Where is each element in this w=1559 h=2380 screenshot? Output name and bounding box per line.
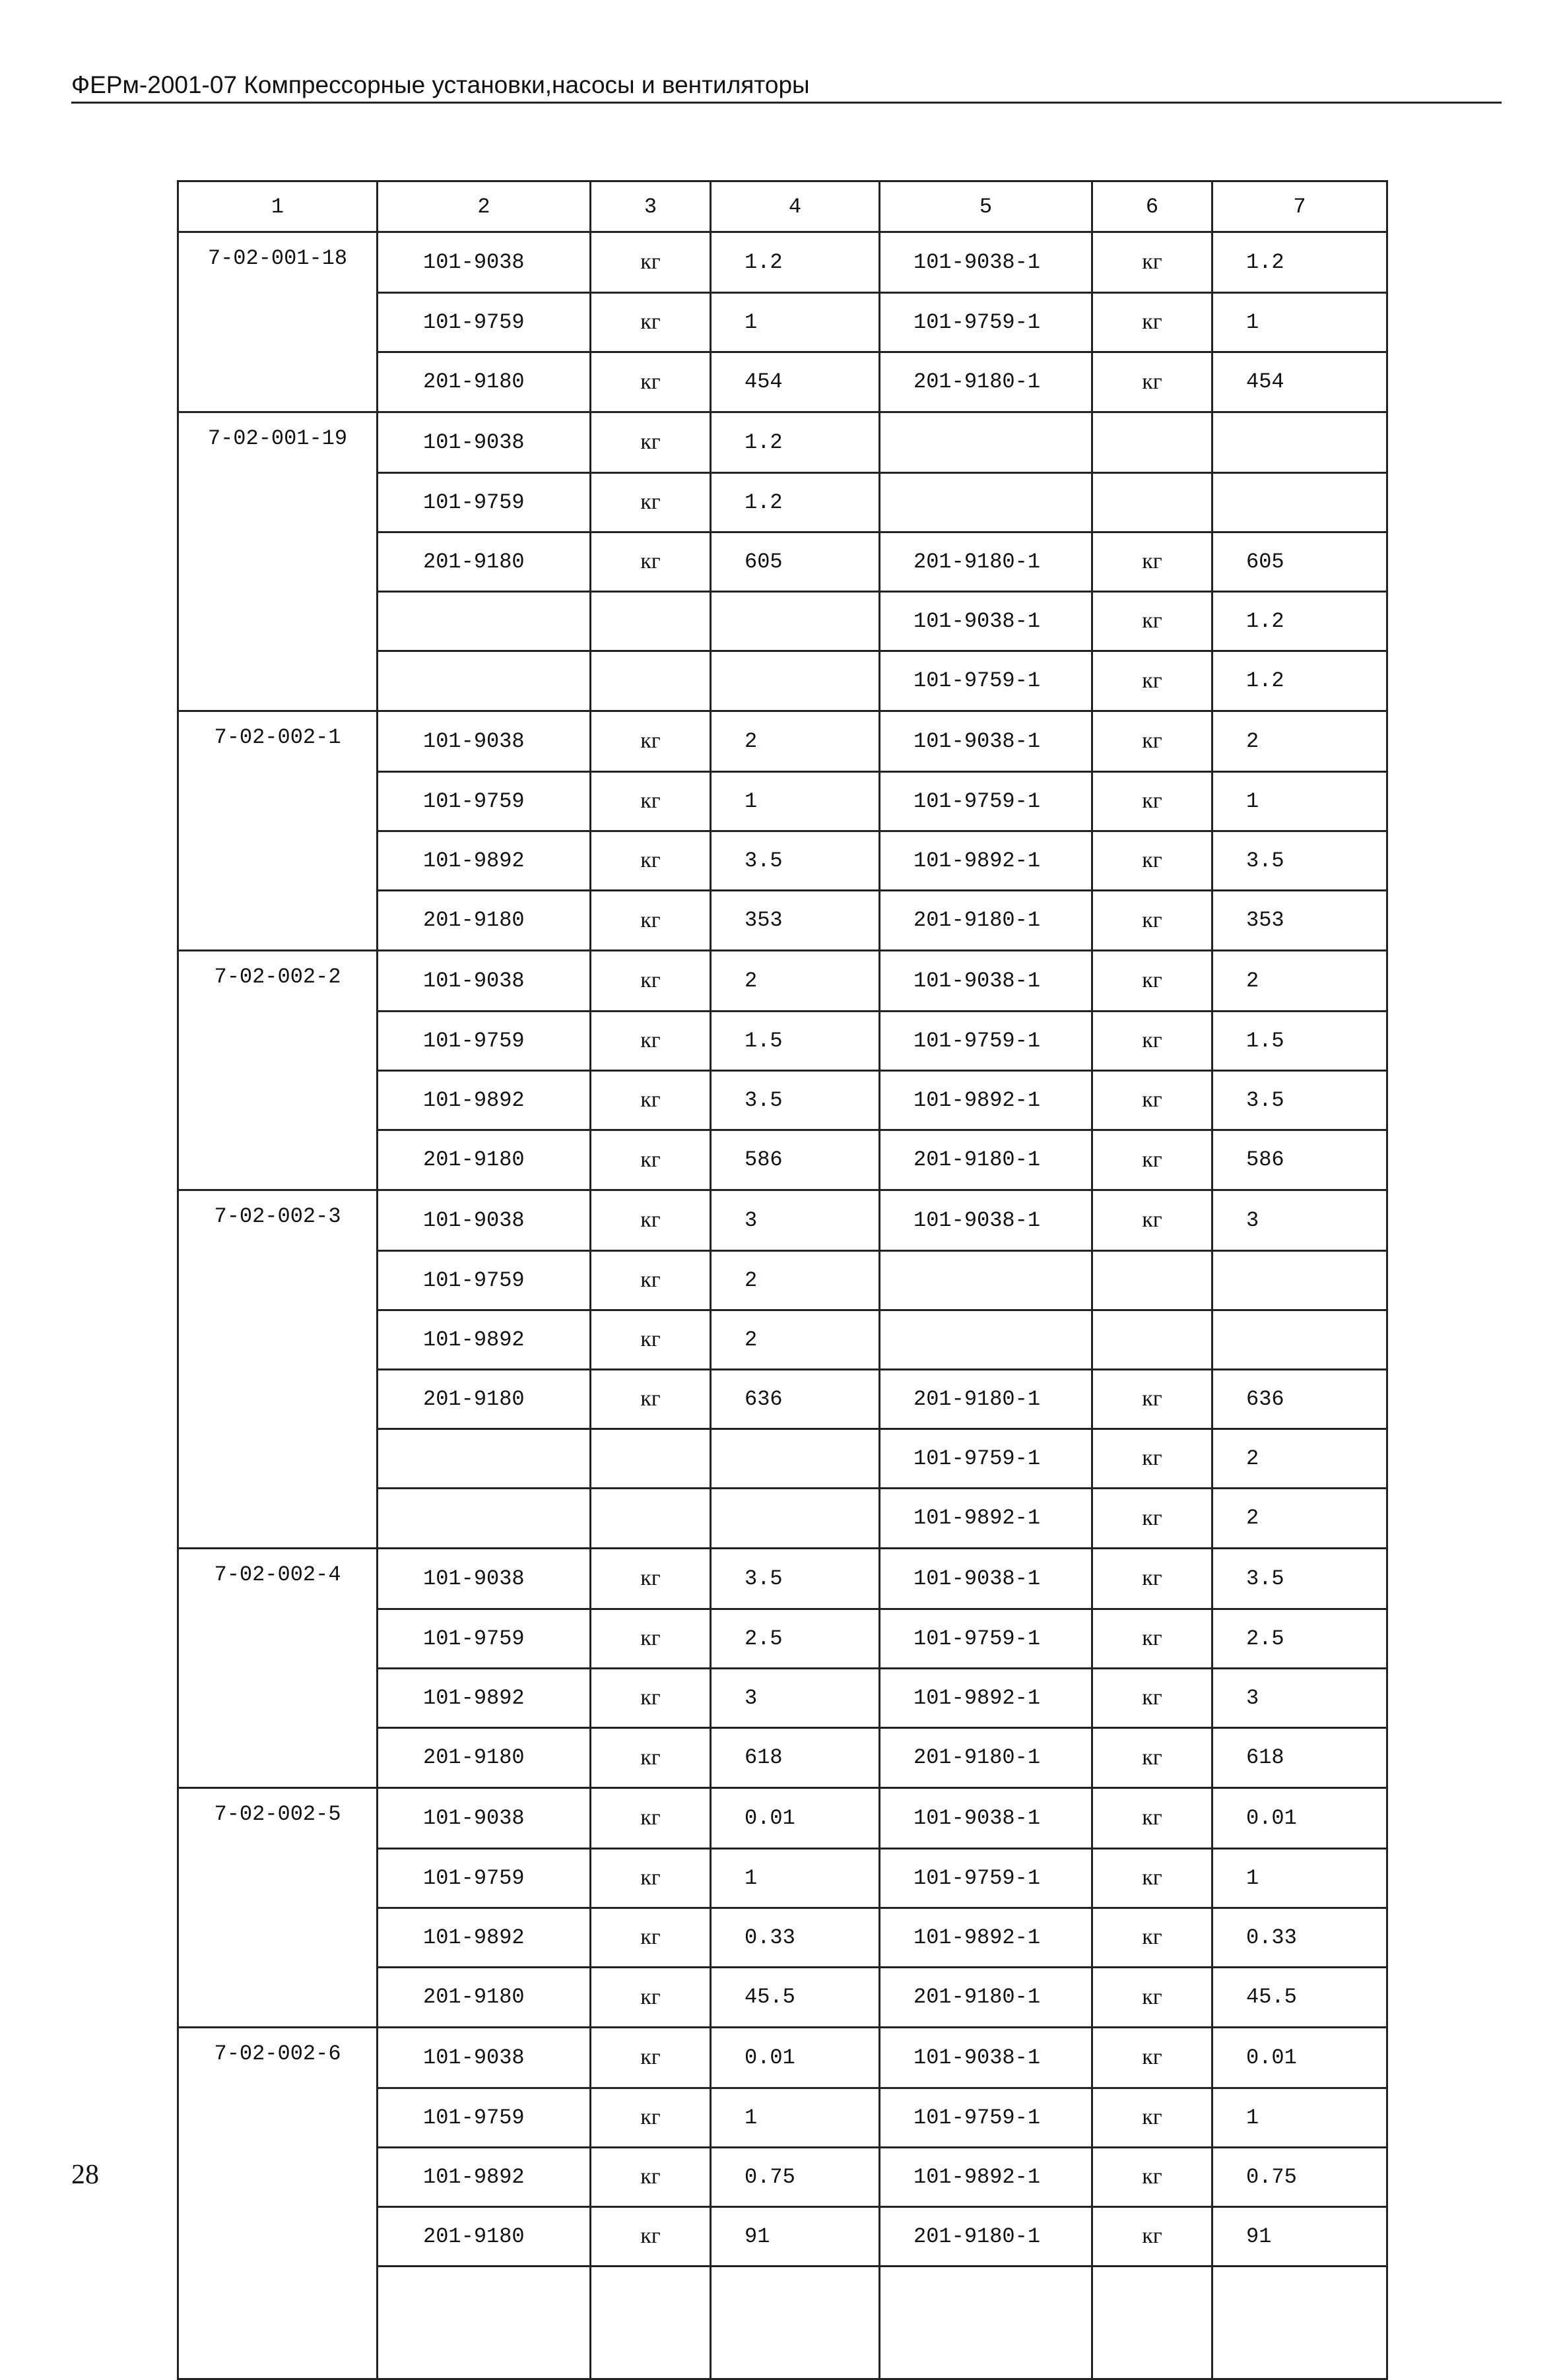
old-resource-code: 201-9180 bbox=[378, 1967, 591, 2028]
new-unit: кг bbox=[1092, 711, 1212, 772]
old-quantity: 1 bbox=[711, 2088, 880, 2147]
new-quantity: 1 bbox=[1212, 2088, 1387, 2147]
new-unit: кг bbox=[1092, 1369, 1212, 1429]
old-unit: кг bbox=[591, 1250, 711, 1310]
new-resource-code: 101-9759-1 bbox=[880, 1429, 1092, 1488]
rate-code-cell-continued bbox=[178, 2206, 378, 2266]
new-quantity: 3.5 bbox=[1212, 1070, 1387, 1130]
rate-code-cell: 7-02-002-2 bbox=[178, 951, 378, 1012]
old-quantity: 2 bbox=[711, 711, 880, 772]
new-unit: кг bbox=[1092, 1668, 1212, 1727]
table-row bbox=[178, 951, 1387, 1012]
new-unit: кг bbox=[1092, 2088, 1212, 2147]
new-resource-code: 101-9759-1 bbox=[880, 292, 1092, 352]
old-unit: кг bbox=[591, 1190, 711, 1251]
rate-code-cell-continued bbox=[178, 1488, 378, 1549]
old-resource-code: 201-9180 bbox=[378, 532, 591, 591]
empty-cell bbox=[591, 2266, 711, 2379]
old-unit: кг bbox=[591, 1070, 711, 1130]
old-quantity: 1 bbox=[711, 292, 880, 352]
old-resource-code: 101-9892 bbox=[378, 1070, 591, 1130]
old-quantity: 1 bbox=[711, 1848, 880, 1908]
rate-code-cell-continued bbox=[178, 1848, 378, 1908]
old-resource-code: 101-9759 bbox=[378, 771, 591, 831]
empty-filler-row bbox=[178, 2266, 1387, 2379]
table-row bbox=[178, 2206, 1387, 2266]
old-quantity: 2 bbox=[711, 1310, 880, 1369]
table-row bbox=[178, 472, 1387, 532]
column-number-4: 4 bbox=[711, 181, 880, 232]
rate-code-cell: 7-02-002-1 bbox=[178, 711, 378, 772]
new-resource-code: 101-9038-1 bbox=[880, 1788, 1092, 1849]
new-quantity: 3.5 bbox=[1212, 1549, 1387, 1609]
new-unit: кг bbox=[1092, 890, 1212, 951]
rate-code-cell-continued bbox=[178, 1967, 378, 2028]
table-row bbox=[178, 1250, 1387, 1310]
old-resource-code: 201-9180 bbox=[378, 1130, 591, 1190]
old-quantity: 1.5 bbox=[711, 1011, 880, 1070]
rate-code-cell-continued bbox=[178, 651, 378, 711]
new-resource-code: 101-9038-1 bbox=[880, 232, 1092, 293]
rate-code-cell-continued bbox=[178, 292, 378, 352]
new-unit: кг bbox=[1092, 1908, 1212, 1967]
old-quantity: 3 bbox=[711, 1190, 880, 1251]
new-resource-code: 101-9892-1 bbox=[880, 1070, 1092, 1130]
old-unit: кг bbox=[591, 831, 711, 890]
old-unit: кг bbox=[591, 1908, 711, 1967]
new-resource-code: 201-9180-1 bbox=[880, 1967, 1092, 2028]
rate-code-cell-continued bbox=[178, 472, 378, 532]
table-row bbox=[178, 1488, 1387, 1549]
column-number-5: 5 bbox=[880, 181, 1092, 232]
new-quantity: 2 bbox=[1212, 951, 1387, 1012]
old-quantity: 0.01 bbox=[711, 2028, 880, 2088]
new-unit: кг bbox=[1092, 1967, 1212, 2028]
old-unit: кг bbox=[591, 1788, 711, 1849]
new-unit: кг bbox=[1092, 1549, 1212, 1609]
old-quantity bbox=[711, 1488, 880, 1549]
old-quantity bbox=[711, 1429, 880, 1488]
old-quantity bbox=[711, 591, 880, 651]
table-row bbox=[178, 1549, 1387, 1609]
new-unit bbox=[1092, 1310, 1212, 1369]
table-row bbox=[178, 292, 1387, 352]
old-resource-code bbox=[378, 651, 591, 711]
table-row bbox=[178, 1967, 1387, 2028]
new-quantity: 2.5 bbox=[1212, 1609, 1387, 1668]
rate-code-cell: 7-02-002-5 bbox=[178, 1788, 378, 1849]
table-row bbox=[178, 532, 1387, 591]
table-row bbox=[178, 1130, 1387, 1190]
header-divider bbox=[71, 102, 1502, 104]
rate-code-cell-continued bbox=[178, 2147, 378, 2206]
old-unit: кг bbox=[591, 472, 711, 532]
new-quantity: 91 bbox=[1212, 2206, 1387, 2266]
new-resource-code: 201-9180-1 bbox=[880, 1369, 1092, 1429]
old-quantity: 586 bbox=[711, 1130, 880, 1190]
column-number-6: 6 bbox=[1092, 181, 1212, 232]
new-resource-code: 101-9892-1 bbox=[880, 831, 1092, 890]
old-resource-code bbox=[378, 1488, 591, 1549]
table-row bbox=[178, 1429, 1387, 1488]
old-unit: кг bbox=[591, 1727, 711, 1788]
new-unit: кг bbox=[1092, 1429, 1212, 1488]
rate-code-cell-continued bbox=[178, 771, 378, 831]
new-unit: кг bbox=[1092, 651, 1212, 711]
empty-cell bbox=[178, 2266, 378, 2379]
column-number-7: 7 bbox=[1212, 181, 1387, 232]
new-unit: кг bbox=[1092, 352, 1212, 412]
new-resource-code: 101-9892-1 bbox=[880, 2147, 1092, 2206]
new-resource-code bbox=[880, 412, 1092, 473]
rate-code-cell-continued bbox=[178, 1429, 378, 1488]
rate-code-cell: 7-02-002-3 bbox=[178, 1190, 378, 1251]
new-unit bbox=[1092, 1250, 1212, 1310]
new-unit: кг bbox=[1092, 2206, 1212, 2266]
empty-cell bbox=[711, 2266, 880, 2379]
old-resource-code: 101-9759 bbox=[378, 2088, 591, 2147]
new-resource-code: 201-9180-1 bbox=[880, 1130, 1092, 1190]
table-row bbox=[178, 1070, 1387, 1130]
new-quantity bbox=[1212, 412, 1387, 473]
new-unit bbox=[1092, 472, 1212, 532]
old-unit: кг bbox=[591, 1369, 711, 1429]
old-quantity: 1.2 bbox=[711, 412, 880, 473]
new-quantity: 45.5 bbox=[1212, 1967, 1387, 2028]
new-unit: кг bbox=[1092, 1848, 1212, 1908]
rate-code-cell-continued bbox=[178, 2088, 378, 2147]
table-row bbox=[178, 1369, 1387, 1429]
old-resource-code: 201-9180 bbox=[378, 352, 591, 412]
table-row bbox=[178, 591, 1387, 651]
column-number-1: 1 bbox=[178, 181, 378, 232]
old-quantity: 0.33 bbox=[711, 1908, 880, 1967]
old-quantity: 605 bbox=[711, 532, 880, 591]
old-unit: кг bbox=[591, 1549, 711, 1609]
rate-code-cell-continued bbox=[178, 1908, 378, 1967]
table-row bbox=[178, 1727, 1387, 1788]
page-header-title: ФЕРм-2001-07 Компрессорные установки,насосы и вентиляторы bbox=[71, 71, 810, 98]
rate-code-cell-continued bbox=[178, 1727, 378, 1788]
rate-code-cell: 7-02-002-6 bbox=[178, 2028, 378, 2088]
new-quantity: 3 bbox=[1212, 1668, 1387, 1727]
old-resource-code: 101-9038 bbox=[378, 232, 591, 293]
old-resource-code: 101-9892 bbox=[378, 831, 591, 890]
rate-code-cell-continued bbox=[178, 1369, 378, 1429]
empty-cell bbox=[378, 2266, 591, 2379]
new-quantity: 1 bbox=[1212, 771, 1387, 831]
new-unit: кг bbox=[1092, 2028, 1212, 2088]
rate-code-cell-continued bbox=[178, 532, 378, 591]
new-resource-code: 101-9759-1 bbox=[880, 1011, 1092, 1070]
old-unit: кг bbox=[591, 1668, 711, 1727]
new-resource-code: 201-9180-1 bbox=[880, 1727, 1092, 1788]
new-quantity: 3 bbox=[1212, 1190, 1387, 1251]
rate-code-cell-continued bbox=[178, 1609, 378, 1668]
new-resource-code: 101-9038-1 bbox=[880, 591, 1092, 651]
table-row bbox=[178, 1190, 1387, 1251]
rate-code-cell: 7-02-001-18 bbox=[178, 232, 378, 293]
old-unit: кг bbox=[591, 352, 711, 412]
new-resource-code: 101-9038-1 bbox=[880, 1549, 1092, 1609]
old-quantity: 1.2 bbox=[711, 232, 880, 293]
table-row bbox=[178, 1908, 1387, 1967]
new-unit: кг bbox=[1092, 1190, 1212, 1251]
old-resource-code bbox=[378, 1429, 591, 1488]
old-resource-code: 101-9038 bbox=[378, 951, 591, 1012]
old-unit: кг bbox=[591, 412, 711, 473]
rate-code-cell-continued bbox=[178, 591, 378, 651]
new-quantity: 0.01 bbox=[1212, 2028, 1387, 2088]
old-resource-code: 101-9892 bbox=[378, 1310, 591, 1369]
old-unit: кг bbox=[591, 2088, 711, 2147]
old-unit: кг bbox=[591, 2147, 711, 2206]
old-unit: кг bbox=[591, 532, 711, 591]
old-resource-code: 101-9759 bbox=[378, 1011, 591, 1070]
old-quantity: 0.01 bbox=[711, 1788, 880, 1849]
old-resource-code: 201-9180 bbox=[378, 2206, 591, 2266]
new-resource-code: 101-9759-1 bbox=[880, 2088, 1092, 2147]
old-resource-code: 101-9892 bbox=[378, 1908, 591, 1967]
old-resource-code: 101-9759 bbox=[378, 1609, 591, 1668]
page-number: 28 bbox=[71, 2160, 99, 2190]
old-resource-code: 101-9038 bbox=[378, 412, 591, 473]
table-row bbox=[178, 1668, 1387, 1727]
old-unit: кг bbox=[591, 232, 711, 293]
old-quantity: 3.5 bbox=[711, 831, 880, 890]
new-resource-code: 101-9038-1 bbox=[880, 711, 1092, 772]
old-unit: кг bbox=[591, 1609, 711, 1668]
rate-code-cell-continued bbox=[178, 1070, 378, 1130]
old-quantity: 3.5 bbox=[711, 1070, 880, 1130]
table-row bbox=[178, 1788, 1387, 1849]
table-row bbox=[178, 412, 1387, 473]
rate-code-cell-continued bbox=[178, 890, 378, 951]
old-resource-code: 101-9038 bbox=[378, 711, 591, 772]
new-resource-code: 101-9759-1 bbox=[880, 651, 1092, 711]
new-unit: кг bbox=[1092, 1609, 1212, 1668]
old-resource-code: 101-9759 bbox=[378, 1250, 591, 1310]
old-unit: кг bbox=[591, 771, 711, 831]
table-row bbox=[178, 1011, 1387, 1070]
column-number-2: 2 bbox=[378, 181, 591, 232]
rate-code-cell-continued bbox=[178, 1130, 378, 1190]
new-quantity: 1.2 bbox=[1212, 232, 1387, 293]
rate-code-cell-continued bbox=[178, 1250, 378, 1310]
new-unit: кг bbox=[1092, 292, 1212, 352]
new-quantity: 605 bbox=[1212, 532, 1387, 591]
table-row bbox=[178, 831, 1387, 890]
new-unit: кг bbox=[1092, 2147, 1212, 2206]
rate-code-cell-continued bbox=[178, 831, 378, 890]
old-quantity: 618 bbox=[711, 1727, 880, 1788]
old-quantity: 2.5 bbox=[711, 1609, 880, 1668]
table-row bbox=[178, 232, 1387, 293]
table-row bbox=[178, 1848, 1387, 1908]
column-number-row bbox=[178, 181, 1387, 232]
old-quantity: 2 bbox=[711, 1250, 880, 1310]
new-quantity: 0.33 bbox=[1212, 1908, 1387, 1967]
table-row bbox=[178, 1310, 1387, 1369]
new-resource-code: 101-9038-1 bbox=[880, 951, 1092, 1012]
new-quantity bbox=[1212, 1310, 1387, 1369]
new-quantity: 1 bbox=[1212, 292, 1387, 352]
old-resource-code: 201-9180 bbox=[378, 1727, 591, 1788]
old-unit: кг bbox=[591, 1310, 711, 1369]
old-unit: кг bbox=[591, 711, 711, 772]
old-quantity: 3 bbox=[711, 1668, 880, 1727]
old-quantity: 353 bbox=[711, 890, 880, 951]
new-unit: кг bbox=[1092, 1011, 1212, 1070]
new-resource-code: 101-9038-1 bbox=[880, 1190, 1092, 1251]
table-row bbox=[178, 771, 1387, 831]
new-unit: кг bbox=[1092, 591, 1212, 651]
old-resource-code: 101-9892 bbox=[378, 2147, 591, 2206]
rate-code-cell-continued bbox=[178, 1011, 378, 1070]
new-resource-code: 201-9180-1 bbox=[880, 890, 1092, 951]
table-row bbox=[178, 651, 1387, 711]
new-quantity bbox=[1212, 1250, 1387, 1310]
old-unit: кг bbox=[591, 292, 711, 352]
old-resource-code: 101-9759 bbox=[378, 292, 591, 352]
old-quantity: 3.5 bbox=[711, 1549, 880, 1609]
old-unit bbox=[591, 651, 711, 711]
old-unit bbox=[591, 591, 711, 651]
new-quantity: 636 bbox=[1212, 1369, 1387, 1429]
new-quantity: 0.01 bbox=[1212, 1788, 1387, 1849]
new-quantity: 454 bbox=[1212, 352, 1387, 412]
table-row bbox=[178, 2088, 1387, 2147]
table-row bbox=[178, 352, 1387, 412]
old-quantity: 1 bbox=[711, 771, 880, 831]
new-resource-code bbox=[880, 1250, 1092, 1310]
new-resource-code: 101-9892-1 bbox=[880, 1908, 1092, 1967]
new-quantity: 1.5 bbox=[1212, 1011, 1387, 1070]
new-unit: кг bbox=[1092, 831, 1212, 890]
old-resource-code: 101-9038 bbox=[378, 2028, 591, 2088]
old-quantity: 91 bbox=[711, 2206, 880, 2266]
old-resource-code: 101-9759 bbox=[378, 1848, 591, 1908]
new-quantity: 0.75 bbox=[1212, 2147, 1387, 2206]
new-unit: кг bbox=[1092, 1130, 1212, 1190]
old-unit: кг bbox=[591, 890, 711, 951]
old-resource-code: 201-9180 bbox=[378, 890, 591, 951]
table-row bbox=[178, 890, 1387, 951]
old-quantity: 0.75 bbox=[711, 2147, 880, 2206]
new-unit: кг bbox=[1092, 1488, 1212, 1549]
rate-code-cell: 7-02-002-4 bbox=[178, 1549, 378, 1609]
old-quantity: 636 bbox=[711, 1369, 880, 1429]
table-row bbox=[178, 711, 1387, 772]
table-row bbox=[178, 1609, 1387, 1668]
old-resource-code bbox=[378, 591, 591, 651]
new-quantity: 2 bbox=[1212, 1488, 1387, 1549]
old-resource-code: 101-9038 bbox=[378, 1788, 591, 1849]
old-unit: кг bbox=[591, 951, 711, 1012]
old-unit: кг bbox=[591, 2206, 711, 2266]
old-quantity: 454 bbox=[711, 352, 880, 412]
old-quantity bbox=[711, 651, 880, 711]
new-resource-code: 201-9180-1 bbox=[880, 532, 1092, 591]
new-unit: кг bbox=[1092, 532, 1212, 591]
new-unit: кг bbox=[1092, 1788, 1212, 1849]
new-quantity: 618 bbox=[1212, 1727, 1387, 1788]
old-resource-code: 101-9038 bbox=[378, 1190, 591, 1251]
new-resource-code: 101-9038-1 bbox=[880, 2028, 1092, 2088]
empty-cell bbox=[1092, 2266, 1212, 2379]
old-quantity: 2 bbox=[711, 951, 880, 1012]
table-body bbox=[178, 181, 1387, 2379]
old-resource-code: 201-9180 bbox=[378, 1369, 591, 1429]
new-quantity: 3.5 bbox=[1212, 831, 1387, 890]
old-unit: кг bbox=[591, 1130, 711, 1190]
resource-replacement-table bbox=[177, 180, 1388, 2380]
old-quantity: 45.5 bbox=[711, 1967, 880, 2028]
new-quantity: 1.2 bbox=[1212, 651, 1387, 711]
new-unit: кг bbox=[1092, 1070, 1212, 1130]
new-quantity: 2 bbox=[1212, 1429, 1387, 1488]
rate-code-cell-continued bbox=[178, 1668, 378, 1727]
table-row bbox=[178, 2028, 1387, 2088]
old-unit: кг bbox=[591, 2028, 711, 2088]
old-unit: кг bbox=[591, 1011, 711, 1070]
new-quantity: 1 bbox=[1212, 1848, 1387, 1908]
new-resource-code: 201-9180-1 bbox=[880, 2206, 1092, 2266]
new-resource-code: 201-9180-1 bbox=[880, 352, 1092, 412]
new-quantity: 353 bbox=[1212, 890, 1387, 951]
new-resource-code bbox=[880, 1310, 1092, 1369]
old-unit: кг bbox=[591, 1848, 711, 1908]
rate-code-cell-continued bbox=[178, 352, 378, 412]
empty-cell bbox=[1212, 2266, 1387, 2379]
new-unit bbox=[1092, 412, 1212, 473]
new-resource-code: 101-9759-1 bbox=[880, 1848, 1092, 1908]
new-resource-code: 101-9759-1 bbox=[880, 771, 1092, 831]
rate-code-cell-continued bbox=[178, 1310, 378, 1369]
rate-code-cell: 7-02-001-19 bbox=[178, 412, 378, 473]
old-resource-code: 101-9892 bbox=[378, 1668, 591, 1727]
new-resource-code bbox=[880, 472, 1092, 532]
new-unit: кг bbox=[1092, 771, 1212, 831]
old-resource-code: 101-9038 bbox=[378, 1549, 591, 1609]
old-unit bbox=[591, 1488, 711, 1549]
new-quantity: 2 bbox=[1212, 711, 1387, 772]
old-resource-code: 101-9759 bbox=[378, 472, 591, 532]
new-unit: кг bbox=[1092, 951, 1212, 1012]
new-resource-code: 101-9892-1 bbox=[880, 1488, 1092, 1549]
new-resource-code: 101-9892-1 bbox=[880, 1668, 1092, 1727]
empty-cell bbox=[880, 2266, 1092, 2379]
new-unit: кг bbox=[1092, 232, 1212, 293]
old-quantity: 1.2 bbox=[711, 472, 880, 532]
old-unit bbox=[591, 1429, 711, 1488]
old-unit: кг bbox=[591, 1967, 711, 2028]
table-row bbox=[178, 2147, 1387, 2206]
new-resource-code: 101-9759-1 bbox=[880, 1609, 1092, 1668]
new-unit: кг bbox=[1092, 1727, 1212, 1788]
column-number-3: 3 bbox=[591, 181, 711, 232]
new-quantity: 586 bbox=[1212, 1130, 1387, 1190]
new-quantity: 1.2 bbox=[1212, 591, 1387, 651]
new-quantity bbox=[1212, 472, 1387, 532]
